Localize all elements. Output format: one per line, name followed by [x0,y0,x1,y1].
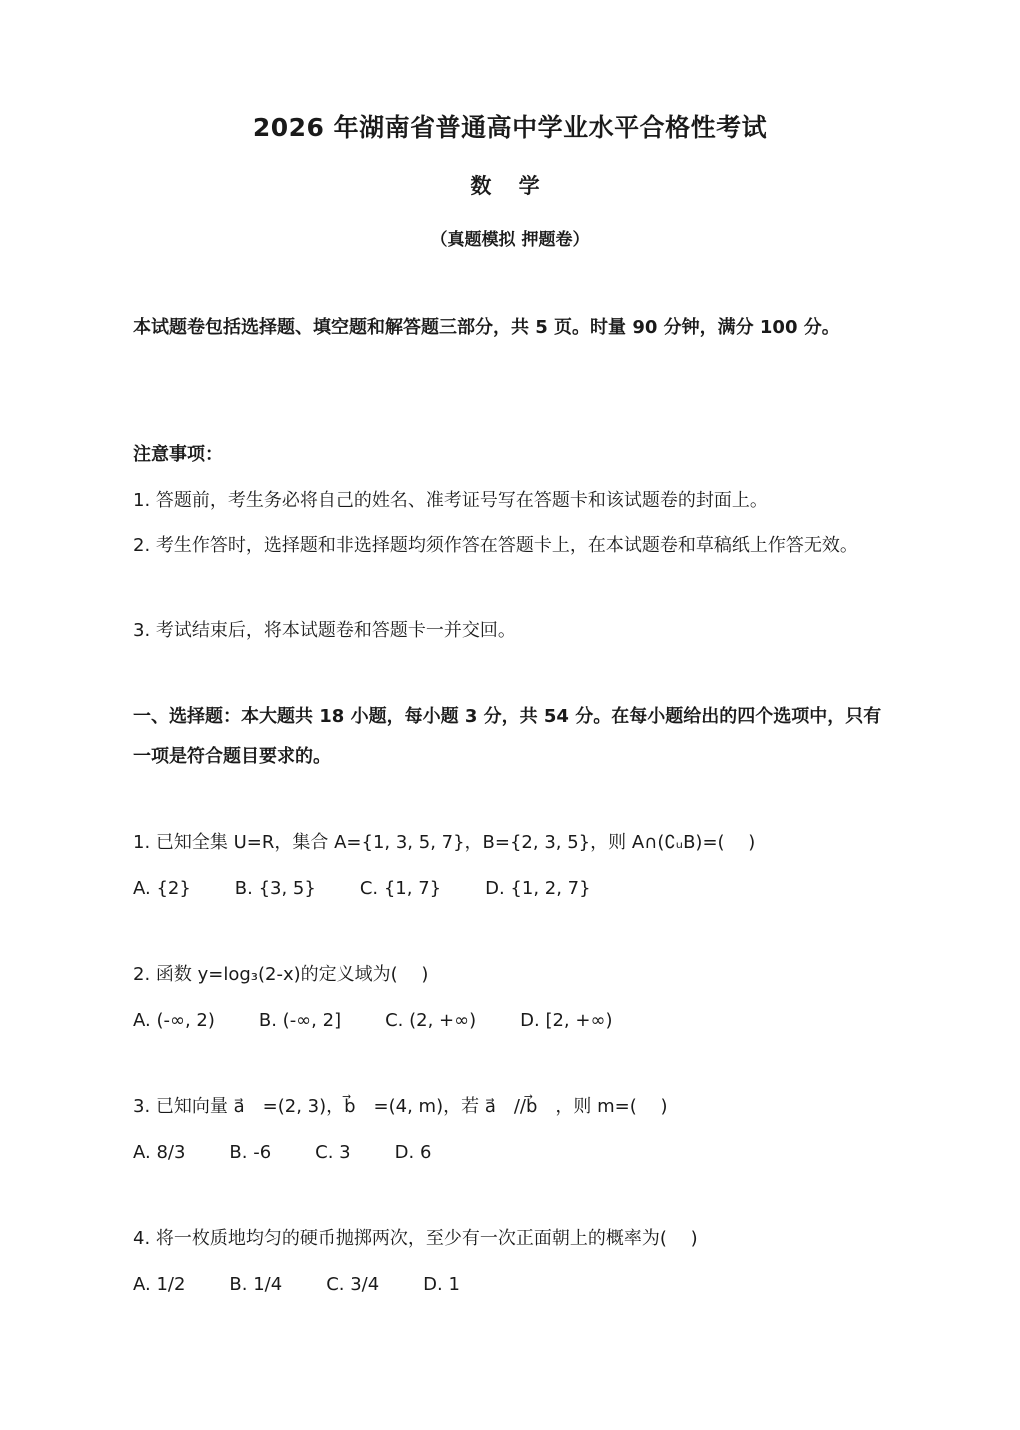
question-options [133,869,893,909]
option: C. 3/4 [326,1274,380,1295]
exam-intro: 本试题卷包括选择题、填空题和解答题三部分，共 5 页。时量 90 分钟，满分 100 分。 [133,317,840,338]
option: D. {1, 2, 7} [485,878,591,899]
option: D. [2, +∞) [520,1010,613,1031]
option: D. 6 [394,1142,432,1163]
section-heading: 一、选择题：本大题共 18 小题，每小题 3 分，共 54 分。在每小题给出的四个选项中，只有一项是符合题目要求的。 [133,706,882,767]
exam-subject: 数 学 [470,174,550,198]
option: B. 1/4 [229,1274,283,1295]
question-stem: 3. 已知向量 a⃗ =(2, 3)，b⃗ =(4, m)，若 a⃗ //b⃗ ，则 m=( ) [133,1096,668,1117]
exam-title: 2026 年湖南省普通高中学业水平合格性考试 [252,113,768,142]
option: D. 1 [423,1274,460,1295]
notice-heading: 注意事项： [133,444,223,465]
option: A. (-∞, 2) [133,1010,215,1031]
notice-item: 3. 考试结束后，将本试题卷和答题卡一并交回。 [133,620,516,641]
option: A. 1/2 [133,1274,186,1295]
option: B. -6 [229,1142,272,1163]
question-options [133,1133,893,1173]
exam-subtitle: （真题模拟 押题卷） [430,230,590,250]
notice-item: 1. 答题前，考生务必将自己的姓名、准考证号写在答题卡和该试题卷的封面上。 [133,490,768,511]
option: C. (2, +∞) [385,1010,477,1031]
option: B. {3, 5} [234,878,316,899]
option: B. (-∞, 2] [258,1010,342,1031]
question-stem: 2. 函数 y=log₃(2-x)的定义域为( ) [133,964,429,985]
question-stem: 4. 将一枚质地均匀的硬币抛掷两次，至少有一次正面朝上的概率为( ) [133,1228,698,1249]
question-options [133,1001,893,1041]
option: A. {2} [133,878,191,899]
question-stem: 1. 已知全集 U=R，集合 A={1, 3, 5, 7}，B={2, 3, 5}，则 A∩(∁ᵤB)=( ) [133,832,756,853]
option: C. {1, 7} [359,878,442,899]
option: C. 3 [315,1142,351,1163]
question-options [133,1265,893,1305]
option: A. 8/3 [133,1142,186,1163]
notice-item: 2. 考生作答时，选择题和非选择题均须作答在答题卡上，在本试题卷和草稿纸上作答无效。 [133,535,858,556]
